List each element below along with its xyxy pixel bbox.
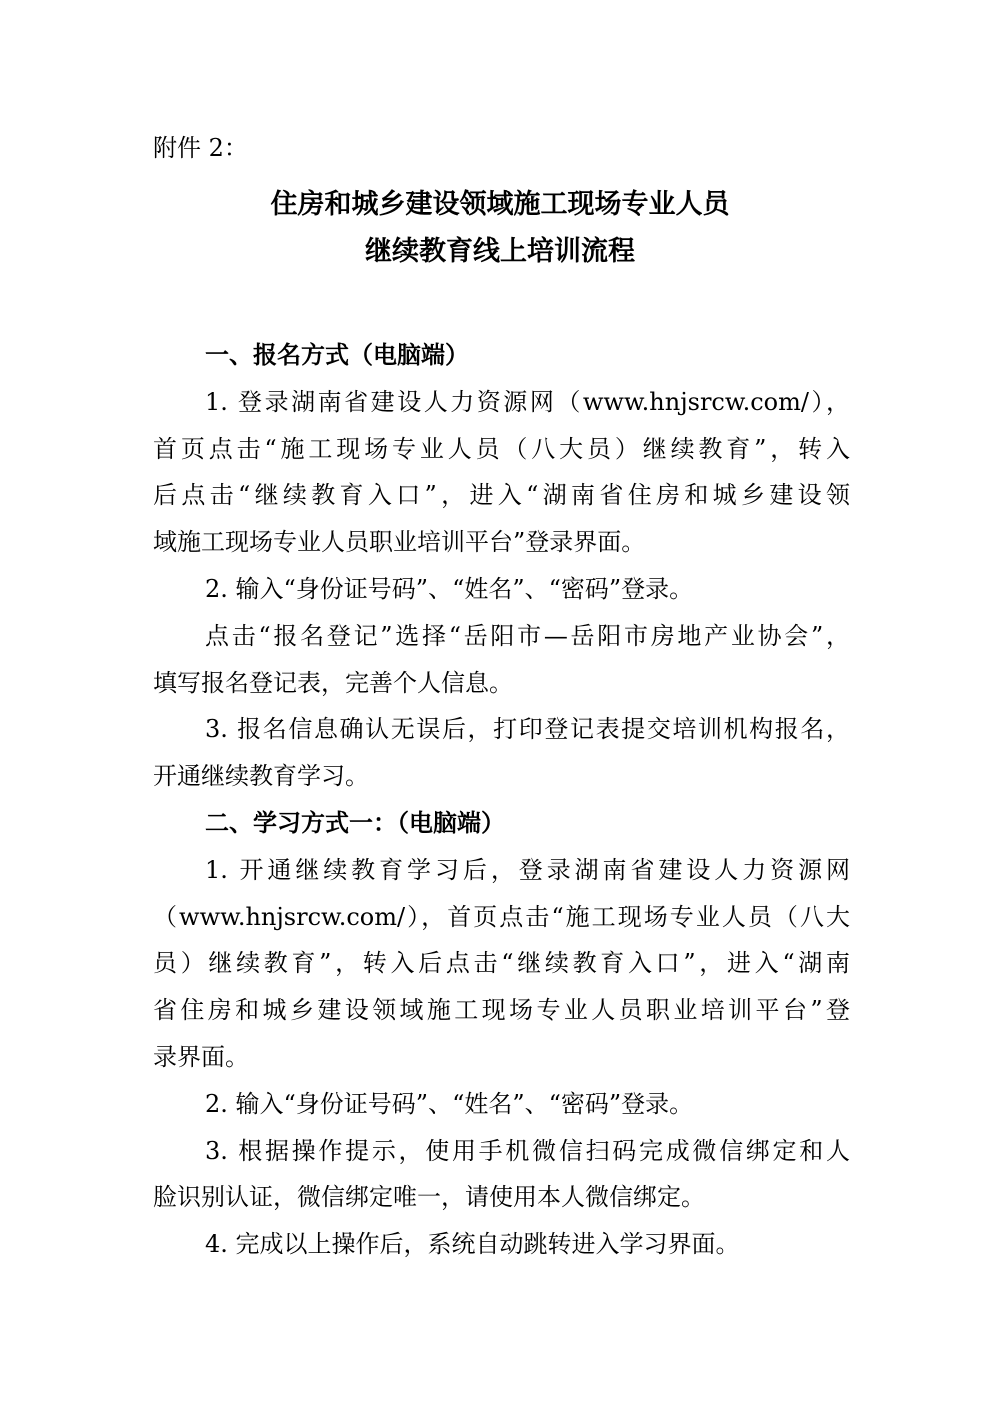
section-heading: 一、报名方式（电脑端） (205, 341, 469, 369)
text-line: 脸识别认证，微信绑定唯一，请使用本人微信绑定。 (153, 1183, 705, 1212)
text-line: 后点击“继续教育入口”，进入“湖南省住房和城乡建设领 (153, 481, 850, 510)
text-line: 2. 输入“身份证号码”、“姓名”、“密码”登录。 (205, 1089, 694, 1118)
document-title-line-2: 继续教育线上培训流程 (365, 236, 635, 267)
text-line: 填写报名登记表，完善个人信息。 (153, 668, 513, 697)
text-line: （www.hnjsrcw.com/），首页点击“施工现场专业人员（八大 (153, 902, 850, 931)
document-title-line-1: 住房和城乡建设领域施工现场专业人员 (270, 189, 730, 220)
text-line: 员）继续教育”，转入后点击“继续教育入口”，进入“湖南 (153, 949, 850, 978)
text-line: 2. 输入“身份证号码”、“姓名”、“密码”登录。 (205, 574, 694, 603)
text-line: 1. 登录湖南省建设人力资源网（www.hnjsrcw.com/）， (205, 387, 850, 416)
text-line: 点击“报名登记”选择“岳阳市—岳阳市房地产业协会”， (205, 621, 850, 650)
section-heading: 二、学习方式一：（电脑端） (205, 808, 505, 837)
text-line: 开通继续教育学习。 (153, 762, 369, 791)
text-line: 3. 根据操作提示，使用手机微信扫码完成微信绑定和人 (205, 1136, 850, 1165)
text-line: 省住房和城乡建设领域施工现场专业人员职业培训平台”登 (153, 996, 850, 1025)
text-line: 1. 开通继续教育学习后，登录湖南省建设人力资源网 (205, 855, 850, 884)
text-line: 3. 报名信息确认无误后，打印登记表提交培训机构报名， (205, 715, 850, 744)
text-line: 录界面。 (153, 1042, 249, 1071)
text-line: 首页点击“施工现场专业人员（八大员）继续教育”，转入 (153, 434, 850, 463)
document-body (153, 332, 850, 1268)
annex-label: 附件 2： (153, 134, 248, 162)
text-line: 域施工现场专业人员职业培训平台”登录界面。 (153, 528, 646, 557)
text-line: 4. 完成以上操作后，系统自动跳转进入学习界面。 (205, 1230, 740, 1259)
